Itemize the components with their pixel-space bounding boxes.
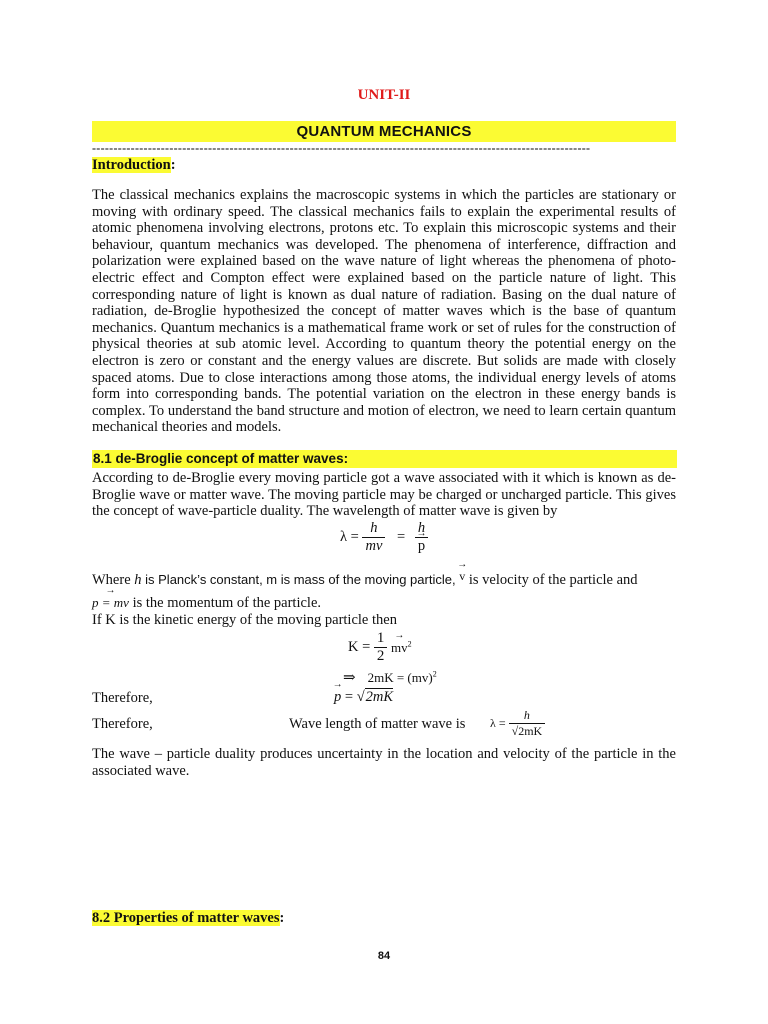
eq1-lambda: λ = bbox=[340, 529, 359, 545]
equation-wavelength bbox=[340, 520, 428, 555]
equation-lambda-2mk bbox=[490, 708, 545, 739]
eqp-root-symbol: √ bbox=[356, 689, 365, 705]
p-eq-mv: → p = mv bbox=[92, 595, 129, 611]
where-v: → v bbox=[459, 569, 465, 584]
kinetic-energy-line: If K is the kinetic energy of the moving particle then bbox=[92, 612, 397, 628]
intro-heading bbox=[92, 157, 176, 174]
eqk-den: 2 bbox=[374, 647, 388, 665]
properties-heading-colon: : bbox=[279, 910, 285, 926]
eql-den: √2mK bbox=[509, 723, 546, 739]
eqp-root: 2mK bbox=[365, 689, 394, 705]
eql-lhs: λ = bbox=[490, 716, 506, 730]
therefore-1: Therefore, bbox=[92, 690, 153, 706]
eqk-frac bbox=[374, 630, 388, 665]
eq1-p: → p bbox=[415, 537, 428, 555]
chapter-title: QUANTUM MECHANICS bbox=[92, 121, 676, 142]
debroglie-paragraph: According to de-Broglie every moving particle got a wave associated with it which is known as de-Broglie wave or matter wave. The moving particle may be charged or uncharged particle. This gives the concept of wave-particle duality. The wavelength of matter wave is given by bbox=[92, 470, 676, 520]
duality-paragraph: The wave – particle duality produces uncertainty in the location and velocity of the particle in the associated wave. bbox=[92, 746, 676, 779]
eq2mk-arrow: ⇒ bbox=[343, 670, 356, 686]
intro-paragraph: The classical mechanics explains the macroscopic systems in which the particles are stationary or moving with ordinary speed. The classical mechanics fails to explain the experimental results of atomic phenomena involving electrons, protons etc. To explain this microscopic systems and their behaviour, quantum mechanics was developed. The phenomena of interference, diffraction and polarization were explained based on the wave nature of light whereas the phenomena of photo-electric effect and Compton effect were explained based on the particle nature of light. This corresponding nature of light is known as dual nature of radiation. Basing on the dual nature of radiation, de-Broglie hypothesized the concept of matter waves which is the base of quantum mechanics. Quantum mechanics is a mathematical frame work or set of rules for the construction of physical theories at sub atomic level. According to quantum theory the potential energy on the electron is zero or constant and the energy values are discrete. But solids are made with closely spaced atoms. Due to close interactions among those atoms, the individual energy levels of atoms form into corresponding bands. The potential variation on the electron in these energy bands is complex. To understand the band structure and motion of electron, we need to learn certain quantum mechanical theories and models. bbox=[92, 187, 676, 436]
eq1-h: h bbox=[370, 520, 378, 536]
eq1-mv: mv bbox=[362, 537, 385, 555]
equation-kinetic bbox=[348, 630, 412, 665]
wavelength-text: Wave length of matter wave is bbox=[289, 716, 466, 732]
eqp-eq: = bbox=[344, 689, 354, 705]
eq1-frac-p bbox=[415, 520, 428, 555]
therefore-2: Therefore, bbox=[92, 716, 153, 732]
intro-heading-colon: : bbox=[170, 157, 176, 173]
eq1-frac-mv bbox=[362, 520, 385, 555]
eql-frac bbox=[509, 708, 546, 739]
where-word: Where bbox=[92, 572, 131, 588]
where-h: h bbox=[134, 572, 142, 588]
eqk-lhs: K = bbox=[348, 639, 371, 655]
divider-dashes: -------------------------------------------------------------------------------------------------------------------- bbox=[92, 143, 591, 153]
momentum-text: is the momentum of the particle. bbox=[132, 595, 322, 611]
equation-momentum bbox=[334, 688, 393, 706]
page-number: 84 bbox=[377, 950, 391, 962]
eqp-p: → p bbox=[334, 689, 341, 706]
eql-root-symbol: √ bbox=[511, 724, 519, 738]
eqk-num: 1 bbox=[376, 630, 385, 646]
where-planck: is Planck’s constant, m is mass of the moving particle, bbox=[145, 572, 456, 587]
eq2mk-sup: 2 bbox=[432, 669, 437, 679]
unit-label: UNIT-II bbox=[357, 87, 411, 103]
eql-num: h bbox=[523, 708, 530, 722]
eq1-h2: h bbox=[417, 520, 426, 536]
eq1-equals: = bbox=[397, 529, 406, 545]
where-velocity: is velocity of the particle and bbox=[468, 572, 638, 588]
eqk-rhs: → $mv^2$ bbox=[391, 640, 412, 655]
eq2mk-text: 2mK = (mv) bbox=[367, 670, 433, 685]
properties-heading-text: 8.2 Properties of matter waves bbox=[92, 910, 280, 926]
equation-2mk bbox=[343, 668, 437, 687]
momentum-line bbox=[92, 595, 321, 612]
where-line bbox=[92, 569, 638, 589]
section-heading-properties bbox=[92, 910, 284, 927]
intro-heading-text: Introduction bbox=[92, 157, 171, 173]
section-heading-debroglie: 8.1 de-Broglie concept of matter waves: bbox=[92, 450, 677, 468]
